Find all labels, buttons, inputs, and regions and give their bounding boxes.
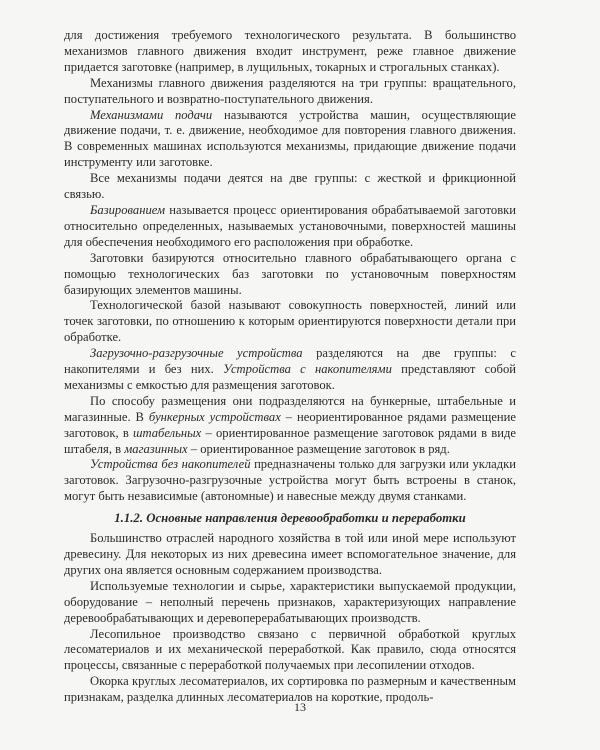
paragraph-text: Все механизмы подачи деятся на две группы: с жесткой и фрикционной связью.: [64, 171, 516, 202]
emphasized-term: Устройства без накопителей: [90, 457, 251, 472]
paragraph-text: для достижения требуемого технологического результата. В большинство механизмов главного движения входит инструмент, реже главное движение придается заготовке (например, в лущильных, токарных и строгальных станках).: [64, 28, 516, 74]
paragraph-text: Окорка круглых лесоматериалов, их сортировка по размерным и качественным признакам, разделка длинных лесоматериалов на короткие, продоль-: [64, 674, 516, 705]
paragraph-text: называется процесс ориентирования обрабатываемой заготовки относительно определенных, называемых установочными, поверхностей машины для обеспечения необходимого его расположения при обработке.: [64, 202, 516, 249]
emphasized-term: Механизмами подачи: [90, 107, 213, 122]
emphasized-term: Базированием: [90, 202, 166, 217]
paragraph: [64, 346, 516, 394]
emphasized-term: Устройства с накопителями: [223, 362, 392, 377]
paragraph-text: – неориентированное рядами размещение заготовок, в: [64, 409, 516, 440]
emphasized-term: Загрузочно-разгрузочные устройства: [90, 346, 303, 361]
paragraph-text: называются устройства машин, осуществляющие движение подачи, т. е. движение, необходимое для повторения главного движения. В современных машинах используются механизмы, придающие движение подачи инструменту или заготовке.: [64, 107, 517, 170]
paragraph: [64, 171, 516, 203]
paragraph: [64, 579, 516, 627]
paragraph-text: Технологической базой называют совокупность поверхностей, линий или точек заготовки, по отношению к которым ориентируются поверхности детали при обработке.: [64, 298, 516, 345]
paragraph-text: Большинство отраслей народного хозяйства в той или иной мере используют древесину. Для некоторых из них древесина имеет вспомогательное значение, для других она является основным содержанием производства.: [64, 531, 516, 577]
paragraph-text: разделяются на две группы: с накопителями и без них.: [64, 346, 516, 377]
paragraph-text: По способу размещения они подразделяются на бункерные, штабельные и магазинные. В: [64, 393, 516, 424]
text-body-top: [64, 28, 516, 505]
paragraph: [64, 108, 516, 172]
paragraph: [64, 457, 516, 505]
paragraph-text: – ориентированное размещение заготовок в ряд.: [187, 441, 450, 456]
paragraph: [64, 203, 516, 251]
paragraph: [64, 531, 516, 579]
emphasized-term: штабельных: [133, 425, 202, 440]
emphasized-term: бункерных устройствах: [148, 409, 281, 424]
page-number: 13: [294, 700, 306, 714]
text-body-bottom: [64, 531, 516, 706]
emphasized-term: магазинных: [124, 441, 188, 456]
paragraph-text: Механизмы главного движения разделяются на три группы: вращательного, поступательного и возвратно-поступательного движения.: [64, 75, 516, 106]
paragraph: [64, 76, 516, 108]
paragraph: [64, 251, 516, 299]
paragraph-text: – ориентированное размещение заготовок рядами в виде штабеля, в: [64, 425, 516, 456]
section-title: 1.1.2. Основные направления деревообработки и переработки: [114, 511, 466, 526]
paragraph: [64, 627, 516, 675]
paragraph-text: Используемые технологии и сырье, характеристики выпускаемой продукции, оборудование – неполный перечень признаков, характеризующих направление деревообрабатывающих и деревоперерабатывающих производств.: [64, 578, 516, 625]
paragraph: [64, 28, 516, 76]
paragraph: [64, 394, 516, 458]
paragraph-text: предназначены только для загрузки или укладки заготовок. Загрузочно-разгрузочные устройства могут быть встроены в станок, могут быть независимые (автономные) и навесные между двумя станками.: [64, 457, 517, 504]
paragraph: [64, 298, 516, 346]
paragraph-text: Лесопильное производство связано с первичной обработкой круглых лесоматериалов и их механической переработкой. Как правило, сюда относятся процессы, связанные с переработкой получаемых при лесопилении отходов.: [64, 626, 516, 673]
paragraph-text: представляют собой механизмы с емкостью для размещения заготовок.: [64, 362, 517, 392]
paragraph-text: Заготовки базируются относительно главного обрабатывающего органа с помощью технологических баз заготовки по установочным поверхностям базирующих элементов машины.: [64, 250, 516, 297]
